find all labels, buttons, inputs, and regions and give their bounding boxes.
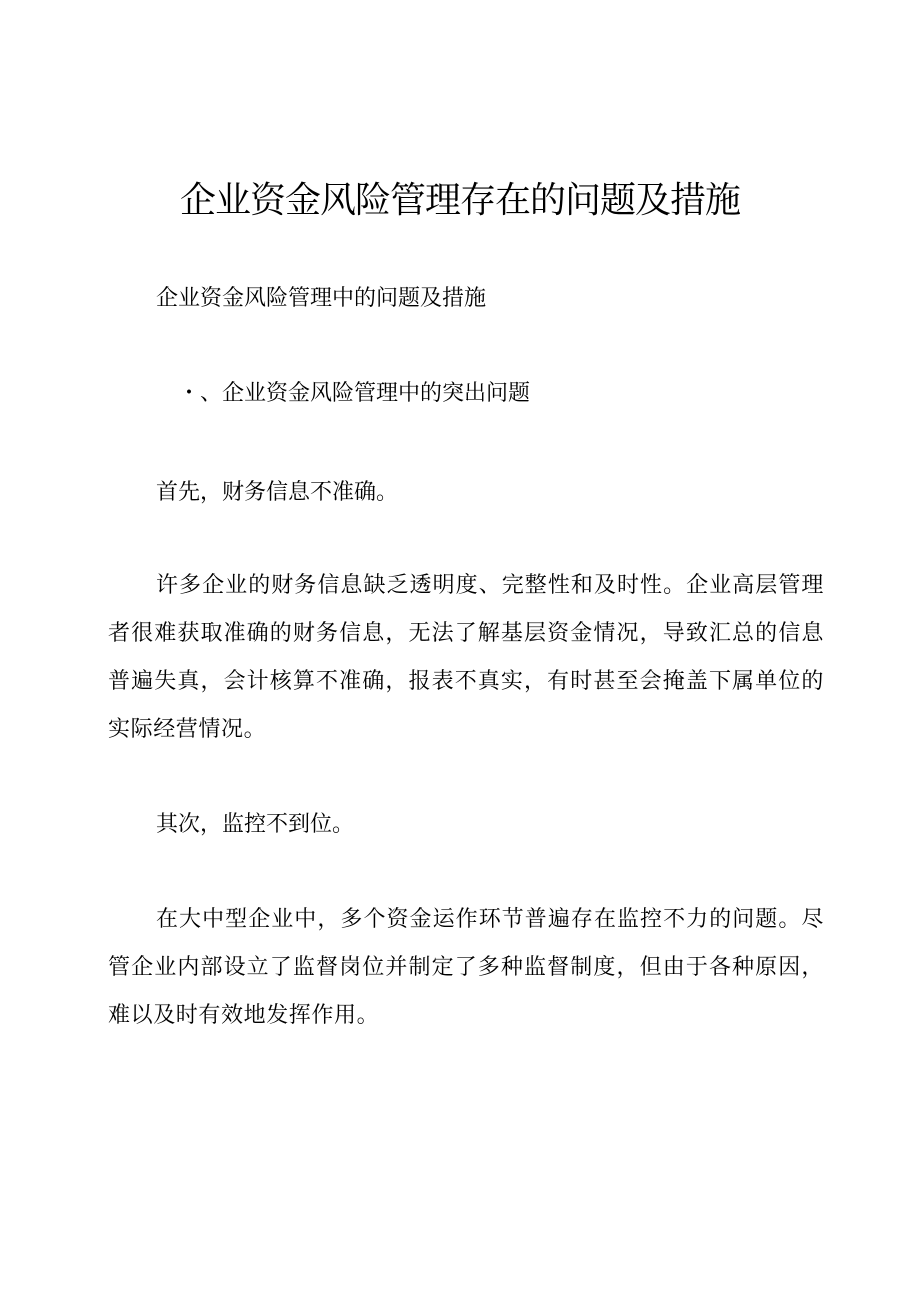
section-heading: ・、企业资金风险管理中的突出问题 [178,381,531,406]
point2-body: 在大中型企业中，多个资金运作环节普遍存在监控不力的问题。尽管企业内部设立了监督岗位并制定了多种监督制度，但由于各种原因，难以及时有效地发挥作用。 [108,907,824,1028]
point1-body: 许多企业的财务信息缺乏透明度、完整性和及时性。企业高层管理者很难获取准确的财务信息，无法了解基层资金情况，导致汇总的信息普遍失真，会计核算不准确，报表不真实，有时甚至会掩盖下属单位的实际经营情况。 [108,573,824,742]
document-subtitle: 企业资金风险管理中的问题及措施 [156,286,487,311]
point1-heading: 首先，财务信息不准确。 [156,480,399,505]
page-title: 企业资金风险管理存在的问题及措施 [179,180,740,221]
point2-heading: 其次，监控不到位。 [156,812,355,837]
